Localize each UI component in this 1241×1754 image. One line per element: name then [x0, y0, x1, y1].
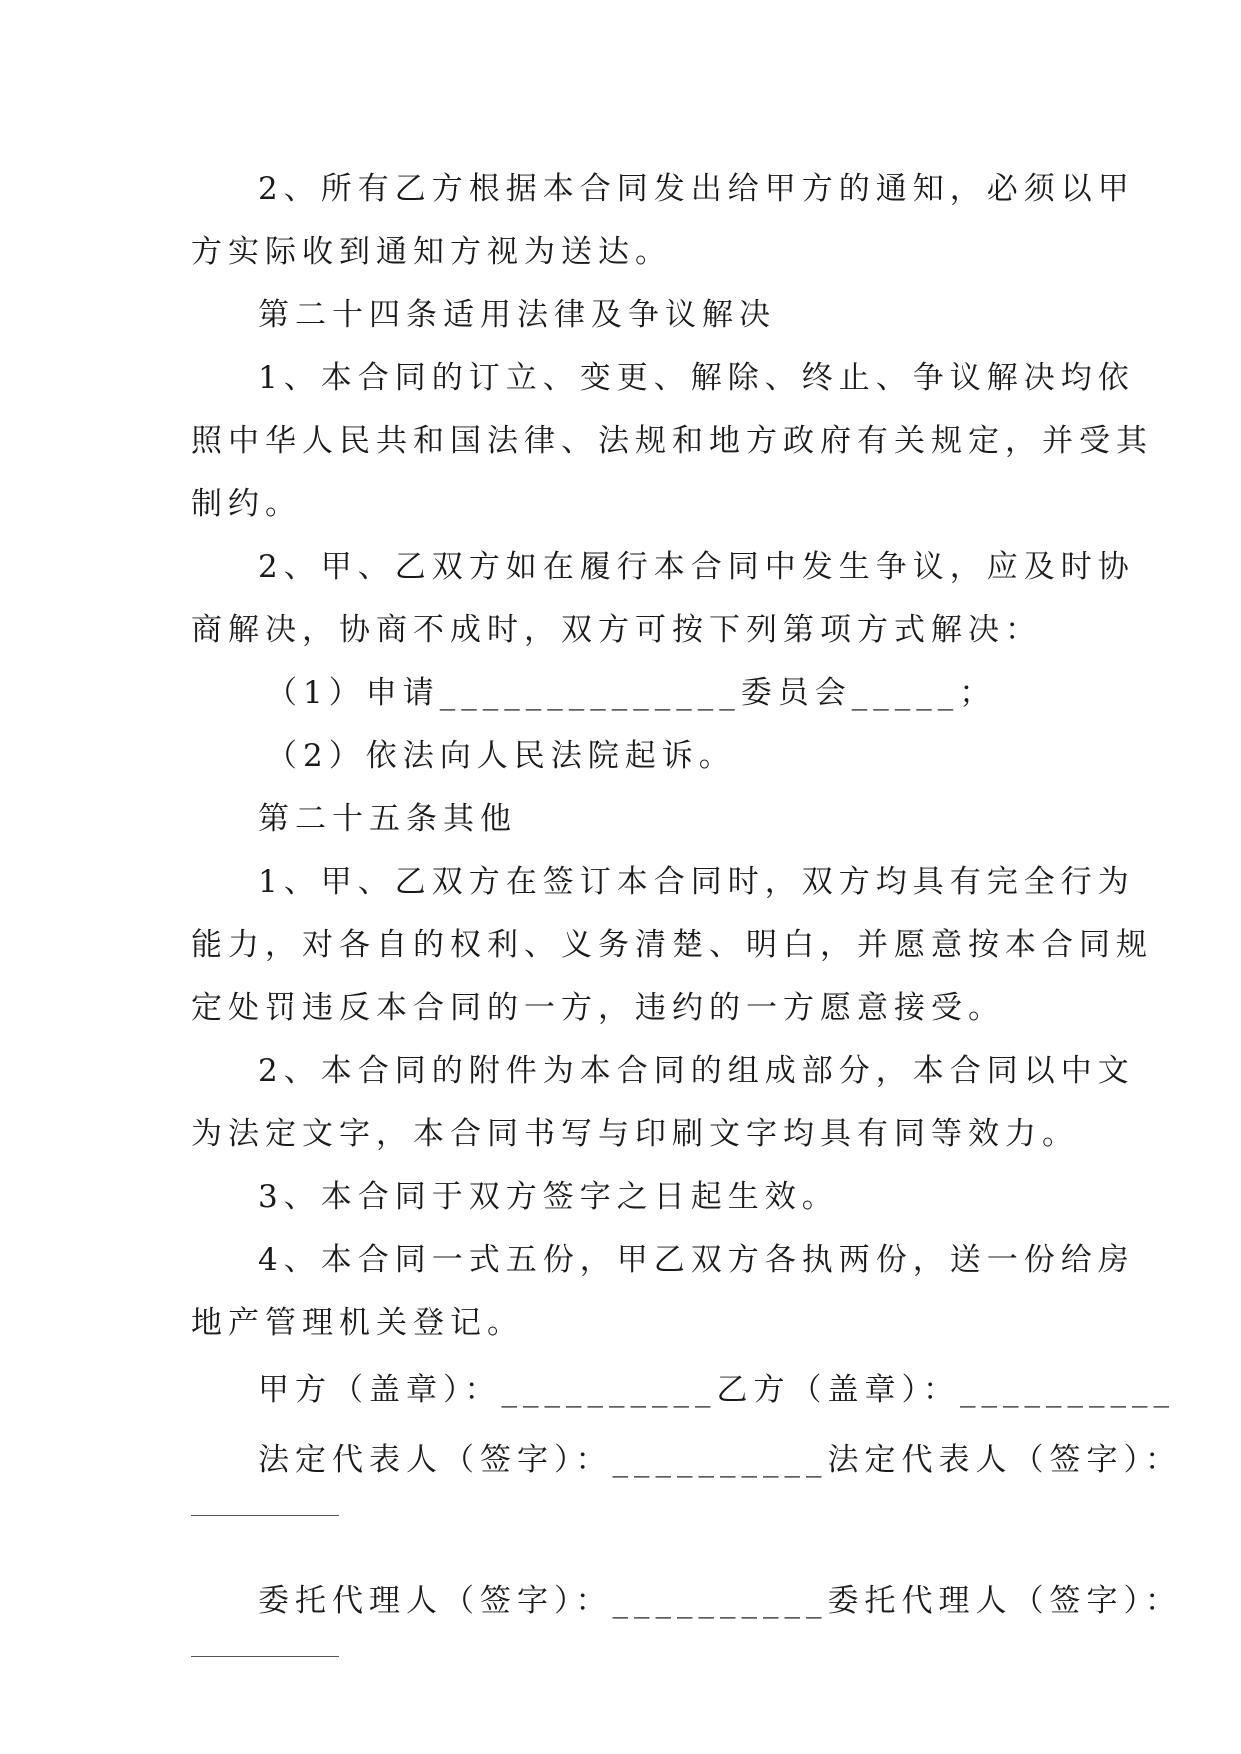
signature-blank	[191, 1495, 339, 1516]
paragraph-line: 1、甲、乙双方在签订本合同时，双方均具有完全行为	[258, 864, 1135, 900]
paragraph-line: 定处罚违反本合同的一方，违约的一方愿意接受。	[191, 990, 1005, 1026]
paragraph-line: 方实际收到通知方视为送达。	[191, 234, 672, 270]
paragraph-line: 为法定文字，本合同书写与印刷文字均具有同等效力。	[191, 1116, 1079, 1152]
paragraph-line: 4、本合同一式五份，甲乙双方各执两份，送一份给房	[258, 1242, 1135, 1278]
paragraph-line: 照中华人民共和国法律、法规和地方政府有关规定，并受其	[191, 423, 1153, 459]
signature-legal-rep-line: 法定代表人（签字）：__________法定代表人（签字）：	[258, 1442, 1182, 1478]
paragraph-line: 制约。	[191, 486, 302, 522]
paragraph-line: 3、本合同于双方签字之日起生效。	[258, 1179, 839, 1215]
document-page	[191, 158, 1182, 1707]
paragraph-line: 2、所有乙方根据本合同发出给甲方的通知，必须以甲	[258, 171, 1135, 207]
signature-blank	[191, 1636, 339, 1657]
list-item: （2）依法向人民法院起诉。	[266, 738, 736, 774]
paragraph-line: 商解决，协商不成时，双方可按下列第项方式解决：	[191, 612, 1042, 648]
paragraph-line: 2、甲、乙双方如在履行本合同中发生争议，应及时协	[258, 549, 1135, 585]
list-item: （1）申请______________委员会_____；	[266, 675, 997, 711]
paragraph-line: 地产管理机关登记。	[191, 1305, 524, 1341]
article-heading: 第二十四条适用法律及争议解决	[258, 297, 776, 333]
signature-seal-line: 甲方（盖章）：__________乙方（盖章）：__________	[258, 1372, 1175, 1408]
signature-agent-line: 委托代理人（签字）：__________委托代理人（签字）：	[258, 1583, 1182, 1619]
paragraph-line: 能力，对各自的权利、义务清楚、明白，并愿意按本合同规	[191, 927, 1153, 963]
paragraph-line: 1、本合同的订立、变更、解除、终止、争议解决均依	[258, 360, 1135, 396]
article-heading: 第二十五条其他	[258, 801, 517, 837]
paragraph-line: 2、本合同的附件为本合同的组成部分，本合同以中文	[258, 1053, 1135, 1089]
